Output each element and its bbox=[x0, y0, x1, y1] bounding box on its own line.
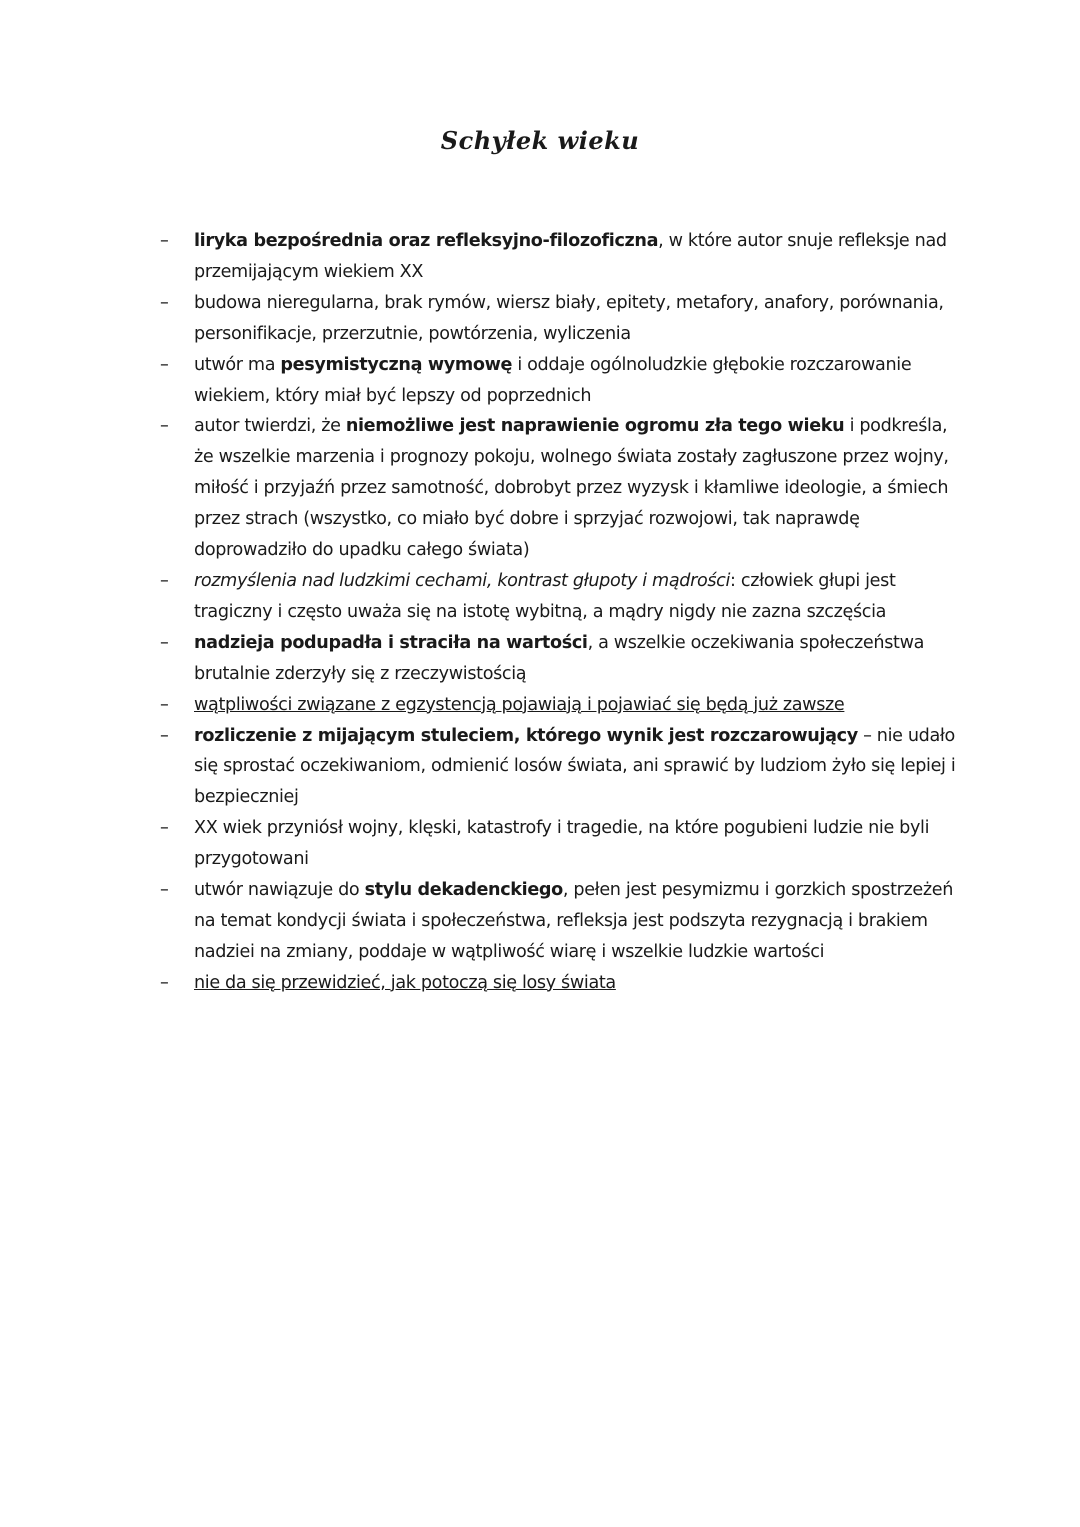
list-item bbox=[160, 350, 960, 412]
bullet-dash: – bbox=[160, 972, 169, 993]
text-segment-normal: – nie udało się sprostać oczekiwaniom, odmienić losów świata, ani sprawić by ludziom żyło się lepiej i bezpieczniej bbox=[194, 725, 956, 808]
list-item bbox=[160, 721, 960, 814]
text-segment-italic: rozmyślenia nad ludzkimi cechami, kontrast głupoty i mądrości bbox=[194, 570, 731, 591]
bullet-dash: – bbox=[160, 292, 169, 313]
bullet-dash: – bbox=[160, 694, 169, 715]
text-segment-normal: utwór ma bbox=[194, 354, 281, 375]
text-segment-normal: utwór nawiązuje do bbox=[194, 880, 365, 901]
text-segment-underline: wątpliwości związane z egzystencją pojawiają i pojawiać się będą już zawsze bbox=[194, 694, 845, 715]
text-segment-underline: nie da się przewidzieć, jak potoczą się losy świata bbox=[194, 972, 616, 993]
text-segment-normal: , a wszelkie oczekiwania społeczeństwa brutalnie zderzyły się z rzeczywistością bbox=[194, 632, 925, 684]
list-item bbox=[160, 690, 960, 721]
list-item bbox=[160, 628, 960, 690]
list-item bbox=[160, 813, 960, 875]
notes-list bbox=[160, 226, 960, 999]
text-segment-normal: i oddaje ogólnoludzkie głębokie rozczarowanie wiekiem, który miał być lepszy od poprzednich bbox=[194, 354, 912, 406]
list-item bbox=[160, 875, 960, 968]
text-segment-bold: pesymistyczną wymowę bbox=[280, 354, 513, 375]
text-segment-normal: XX wiek przyniósł wojny, klęski, katastrofy i tragedie, na które pogubieni ludzie nie byli przygotowani bbox=[194, 818, 930, 870]
text-segment-bold: stylu dekadenckiego bbox=[364, 880, 563, 901]
list-item bbox=[160, 288, 960, 350]
list-item bbox=[160, 566, 960, 628]
page-title: Schyłek wieku bbox=[440, 126, 640, 155]
text-segment-normal: : człowiek głupi jest tragiczny i często uważa się na istotę wybitną, a mądry nigdy nie zazna szczęścia bbox=[194, 570, 896, 622]
bullet-dash: – bbox=[160, 416, 169, 437]
text-segment-normal: i podkreśla, że wszelkie marzenia i prognozy pokoju, wolnego świata zostały zagłuszone przez wojny, miłość i przyjaźń przez samotność, dobrobyt przez wyzysk i kłamliwe ideologie, a śmiech przez strach (wszystko, co miało być dobre i sprzyjać rozwojowi, tak naprawdę doprowadziło do upadku całego świata) bbox=[194, 416, 949, 561]
bullet-dash: – bbox=[160, 880, 169, 901]
bullet-dash: – bbox=[160, 818, 169, 839]
text-segment-normal: budowa nieregularna, brak rymów, wiersz biały, epitety, metafory, anafory, porównania, personifikacje, przerzutnie, powtórzenia, wyliczenia bbox=[194, 292, 944, 344]
list-item bbox=[160, 411, 960, 566]
bullet-dash: – bbox=[160, 570, 169, 591]
bullet-dash: – bbox=[160, 725, 169, 746]
text-segment-normal: , pełen jest pesymizmu i gorzkich spostrzeżeń na temat kondycji świata i społeczeństwa, refleksja jest podszyta rezygnacją i brakiem nadziei na zmiany, poddaje w wątpliwość wiarę i wszelkie ludzkie wartości bbox=[194, 880, 954, 962]
text-segment-bold: liryka bezpośrednia oraz refleksyjno-filozoficzna bbox=[194, 231, 659, 251]
text-segment-bold: rozliczenie z mijającym stuleciem, którego wynik jest rozczarowujący bbox=[194, 725, 858, 746]
bullet-dash: – bbox=[160, 354, 169, 375]
bullet-dash: – bbox=[160, 231, 169, 251]
bullet-dash: – bbox=[160, 632, 169, 653]
text-segment-bold: nadzieja podupadła i straciła na wartości bbox=[194, 632, 588, 653]
list-item bbox=[160, 968, 960, 999]
text-segment-normal: autor twierdzi, że bbox=[194, 416, 346, 437]
list-item bbox=[160, 226, 960, 288]
text-segment-bold: niemożliwe jest naprawienie ogromu zła tego wieku bbox=[345, 416, 845, 437]
text-segment-normal: , w które autor snuje refleksje nad przemijającym wiekiem XX bbox=[194, 231, 947, 282]
